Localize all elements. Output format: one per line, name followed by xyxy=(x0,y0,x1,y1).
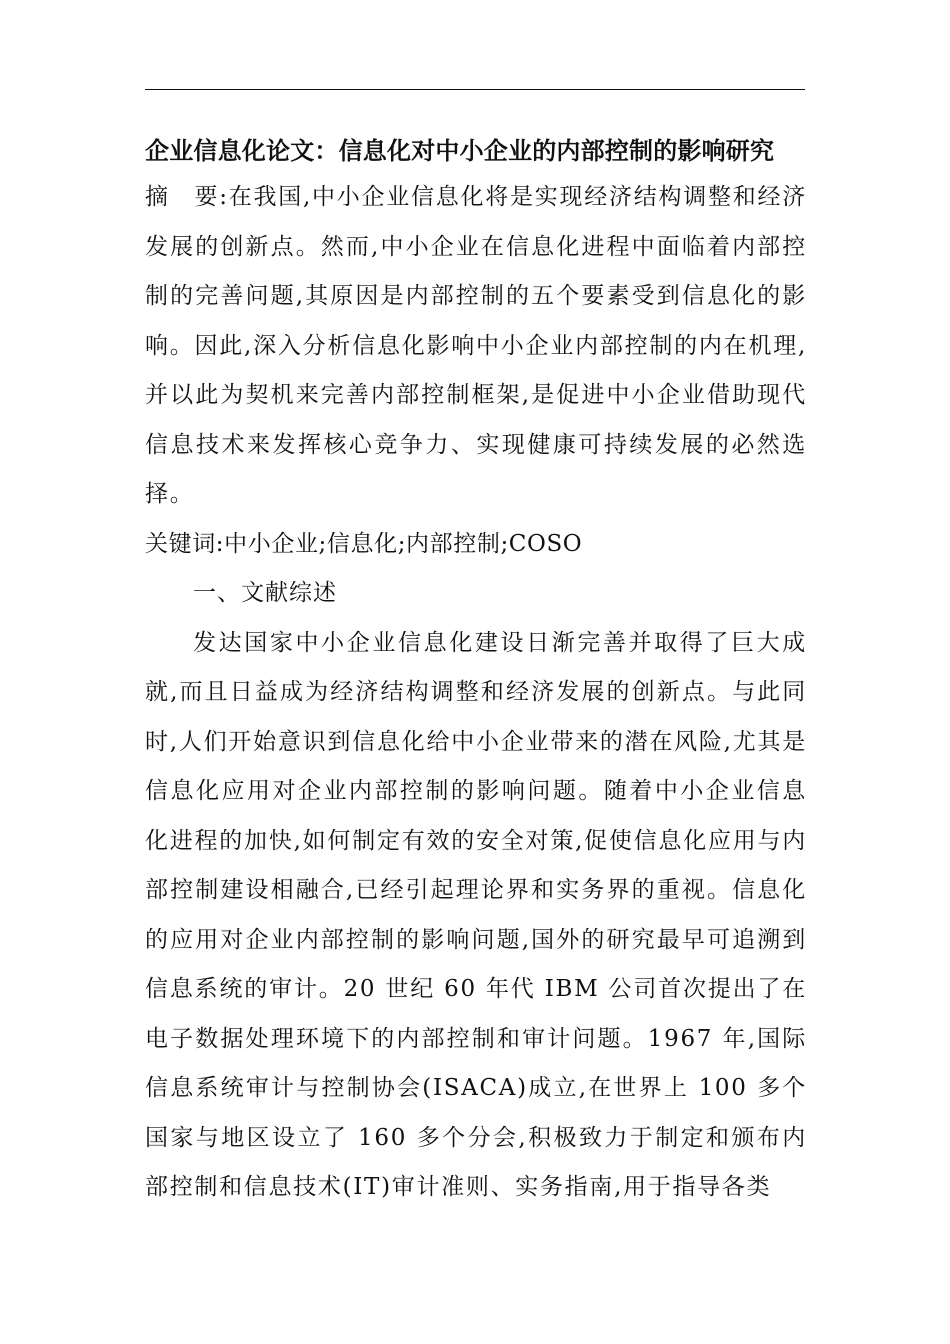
keywords-line: 关键词:中小企业;信息化;内部控制;COSO xyxy=(145,530,583,557)
section-heading: 一、文献综述 xyxy=(193,580,337,606)
document-title: 企业信息化论文：信息化对中小企业的内部控制的影响研究 xyxy=(145,136,775,165)
abstract-paragraph: 摘 要:在我国,中小企业信息化将是实现经济结构调整和经济发展的创新点。然而,中小企业在信息化进程中面临着内部控制的完善问题,其原因是内部控制的五个要素受到信息化的影响。因此,深入分析信息化影响中小企业内部控制的内在机理,并以此为契机来完善内部控制框架,是促进中小企业借助现代信息技术来发挥核心竞争力、实现健康可持续发展的必然选择。 xyxy=(145,184,807,507)
body-paragraph: 发达国家中小企业信息化建设日渐完善并取得了巨大成就,而且日益成为经济结构调整和经济发展的创新点。与此同时,人们开始意识到信息化给中小企业带来的潜在风险,尤其是信息化应用对企业内部控制的影响问题。随着中小企业信息化进程的加快,如何制定有效的安全对策,促使信息化应用与内部控制建设相融合,已经引起理论界和实务界的重视。信息化的应用对企业内部控制的影响问题,国外的研究最早可追溯到信息系统的审计。20 世纪 60 年代 IBM 公司首次提出了在电子数据处理环境下的内部控制和审计问题。1967 年,国际信息系统审计与控制协会(ISACA)成立,在世界上 100 多个国家与地区设立了 160 多个分会,积极致力于制定和颁布内部控制和信息技术(IT)审计准则、实务指南,用于指导各类 xyxy=(145,629,807,1200)
document-content xyxy=(145,128,807,1213)
header-rule xyxy=(145,89,805,90)
